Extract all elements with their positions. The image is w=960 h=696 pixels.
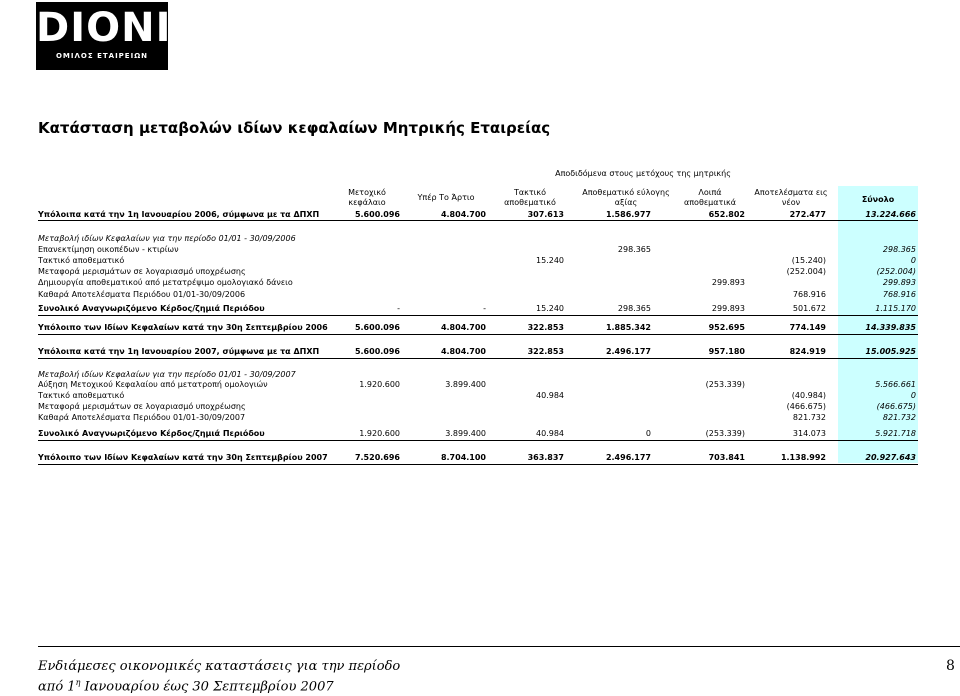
cell-total: 299.893 <box>882 278 916 287</box>
cell-statutory-reserve: 307.613 <box>527 210 564 219</box>
row-rule <box>38 358 918 359</box>
cell-statutory-reserve: 322.853 <box>527 323 564 332</box>
cell-share-capital: 1.920.600 <box>359 429 400 438</box>
header-other-reserves-2: αποθεματικά <box>683 198 737 207</box>
cell-retained-earnings: 1.138.992 <box>780 453 826 462</box>
cell-share-capital: 5.600.096 <box>354 323 400 332</box>
cell-share-capital: 7.520.696 <box>354 453 400 462</box>
cell-other-reserves: 299.893 <box>711 278 745 287</box>
cell-total: 768.916 <box>882 290 916 299</box>
cell-statutory-reserve: 363.837 <box>527 453 564 462</box>
cell-total: 15.005.925 <box>865 347 916 356</box>
cell-retained-earnings: 501.672 <box>792 304 826 313</box>
cell-other-reserves: (253.339) <box>705 380 745 389</box>
cell-fair-value-reserve: 1.885.342 <box>605 323 651 332</box>
footer-line-2: από $1^\eta$ Ιανουαρίου έως 30 Σεπτεμβρίου 2007 <box>38 678 334 695</box>
page-title: Κατάσταση μεταβολών ιδίων κεφαλαίων Μητρικής Εταιρείας <box>38 119 551 137</box>
cell-retained-earnings: 272.477 <box>789 210 826 219</box>
cell-total: 298.365 <box>882 245 916 254</box>
row-label: Μεταβολή ιδίων Κεφαλαίων για την περίοδο 01/01 - 30/09/2006 <box>38 234 296 243</box>
cell-total: 14.339.835 <box>865 323 916 332</box>
cell-retained-earnings: (252.004) <box>786 267 826 276</box>
cell-share-premium: 4.804.700 <box>440 210 486 219</box>
cell-retained-earnings: (40.984) <box>791 391 826 400</box>
page-number: 8 <box>946 658 955 674</box>
cell-fair-value-reserve: 298.365 <box>617 245 651 254</box>
cell-retained-earnings: 821.732 <box>792 413 826 422</box>
footer-line-1: Ενδιάμεσες οικονομικές καταστάσεις για την περίοδο <box>38 659 401 674</box>
cell-other-reserves: 957.180 <box>708 347 745 356</box>
header-statutory-reserve-2: αποθεματικό <box>504 198 556 207</box>
row-label: Μεταφορά μερισμάτων σε λογαριασμό υποχρέωσης <box>38 402 246 411</box>
cell-share-premium: - <box>483 304 486 313</box>
cell-statutory-reserve: 322.853 <box>527 347 564 356</box>
row-label: Υπόλοιπα κατά την 1η Ιανουαρίου 2006, σύμφωνα με τα ΔΠΧΠ <box>38 210 320 219</box>
cell-total: 821.732 <box>882 413 916 422</box>
header-retained-earnings-1: Αποτελέσματα εις <box>754 188 828 197</box>
row-label: Καθαρά Αποτελέσματα Περιόδου 01/01-30/09/2006 <box>38 290 246 299</box>
cell-share-premium: 3.899.400 <box>445 380 486 389</box>
cell-fair-value-reserve: 2.496.177 <box>605 453 651 462</box>
cell-statutory-reserve: 40.984 <box>536 391 564 400</box>
row-label: Συνολικό Αναγνωριζόμενο Κέρδος/ζημιά Περιόδου <box>38 304 265 313</box>
cell-statutory-reserve: 40.984 <box>536 429 564 438</box>
cell-fair-value-reserve: 1.586.977 <box>605 210 651 219</box>
row-label: Τακτικό αποθεματικό <box>38 391 125 400</box>
logo-name: DIONIC <box>36 5 202 51</box>
cell-fair-value-reserve: 2.496.177 <box>605 347 651 356</box>
row-label: Τακτικό αποθεματικό <box>38 256 125 265</box>
cell-retained-earnings: 768.916 <box>792 290 826 299</box>
company-logo <box>36 2 202 70</box>
row-label: Υπόλοιπο των Ιδίων Κεφαλαίων κατά την 30η Σεπτεμβρίου 2006 <box>38 323 328 332</box>
cell-total: (252.004) <box>876 267 916 276</box>
cell-total: 13.224.666 <box>865 210 916 219</box>
cell-statutory-reserve: 15.240 <box>536 304 564 313</box>
cell-other-reserves: (253.339) <box>705 429 745 438</box>
row-label: Συνολικό Αναγνωριζόμενο Κέρδος/ζημιά Περιόδου <box>38 429 265 438</box>
cell-total: 0 <box>910 391 916 400</box>
cell-statutory-reserve: 15.240 <box>536 256 564 265</box>
row-rule <box>38 220 918 221</box>
row-label: Μεταβολή ιδίων Κεφαλαίων για την περίοδο 01/01 - 30/09/2007 <box>38 370 296 379</box>
cell-other-reserves: 652.802 <box>708 210 745 219</box>
header-fair-value-1: Αποθεματικό εύλογης <box>582 188 670 197</box>
cell-share-premium: 4.804.700 <box>440 323 486 332</box>
cell-share-capital: 5.600.096 <box>354 210 400 219</box>
footer-rule <box>38 646 960 647</box>
row-label: Δημιουργία αποθεματικού από μετατρέψιμο ομολογιακό δάνειο <box>38 278 293 287</box>
row-label: Επανεκτίμηση οικοπέδων - κτιρίων <box>38 245 179 254</box>
header-total: Σύνολο <box>861 195 895 204</box>
header-share-premium: Υπέρ Το Άρτιο <box>417 193 475 202</box>
cell-total: 0 <box>910 256 916 265</box>
cell-total: 5.921.718 <box>875 429 916 438</box>
cell-total: 5.566.661 <box>875 380 916 389</box>
cell-share-premium: 8.704.100 <box>440 453 486 462</box>
header-retained-earnings-2: νέον <box>781 198 801 207</box>
row-label: Αύξηση Μετοχικού Κεφαλαίου από μετατροπή ομολογιών <box>38 380 268 389</box>
row-label: Υπόλοιπα κατά την 1η Ιανουαρίου 2007, σύμφωνα με τα ΔΠΧΠ <box>38 347 320 356</box>
cell-fair-value-reserve: 0 <box>645 429 651 438</box>
header-share-capital-1: Μετοχικό <box>348 188 386 197</box>
cell-retained-earnings: 774.149 <box>789 323 826 332</box>
cell-retained-earnings: (466.675) <box>786 402 826 411</box>
row-label: Υπόλοιπο των Ιδίων Κεφαλαίων κατά την 30η Σεπτεμβρίου 2007 <box>38 453 328 462</box>
cell-share-premium: 3.899.400 <box>445 429 486 438</box>
cell-total: 1.115.170 <box>875 304 916 313</box>
header-statutory-reserve-1: Τακτικό <box>513 188 546 197</box>
row-label: Μεταφορά μερισμάτων σε λογαριασμό υποχρέωσης <box>38 267 246 276</box>
cell-share-capital: 1.920.600 <box>359 380 400 389</box>
cell-total: 20.927.643 <box>865 453 916 462</box>
cell-share-premium: 4.804.700 <box>440 347 486 356</box>
row-label: Καθαρά Αποτελέσματα Περιόδου 01/01-30/09/2007 <box>38 413 246 422</box>
cell-other-reserves: 299.893 <box>711 304 745 313</box>
cell-other-reserves: 703.841 <box>708 453 745 462</box>
cell-fair-value-reserve: 298.365 <box>617 304 651 313</box>
cell-retained-earnings: 824.919 <box>789 347 826 356</box>
header-other-reserves-1: Λοιπά <box>698 188 722 197</box>
row-rule <box>38 464 918 465</box>
cell-share-capital: - <box>397 304 400 313</box>
row-rule <box>38 334 918 335</box>
cell-total: (466.675) <box>876 402 916 411</box>
cell-retained-earnings: (15.240) <box>791 256 826 265</box>
header-fair-value-2: αξίας <box>614 198 638 207</box>
cell-other-reserves: 952.695 <box>708 323 745 332</box>
header-share-capital-2: κεφάλαιο <box>348 198 386 207</box>
row-rule <box>38 440 918 441</box>
cell-share-capital: 5.600.096 <box>354 347 400 356</box>
group-header: Αποδιδόμενα στους μετόχους της μητρικής <box>555 169 731 178</box>
row-rule <box>38 315 918 316</box>
logo-tagline: ΟΜΙΛΟΣ ΕΤΑΙΡΕΙΩΝ <box>55 52 148 60</box>
cell-retained-earnings: 314.073 <box>792 429 826 438</box>
